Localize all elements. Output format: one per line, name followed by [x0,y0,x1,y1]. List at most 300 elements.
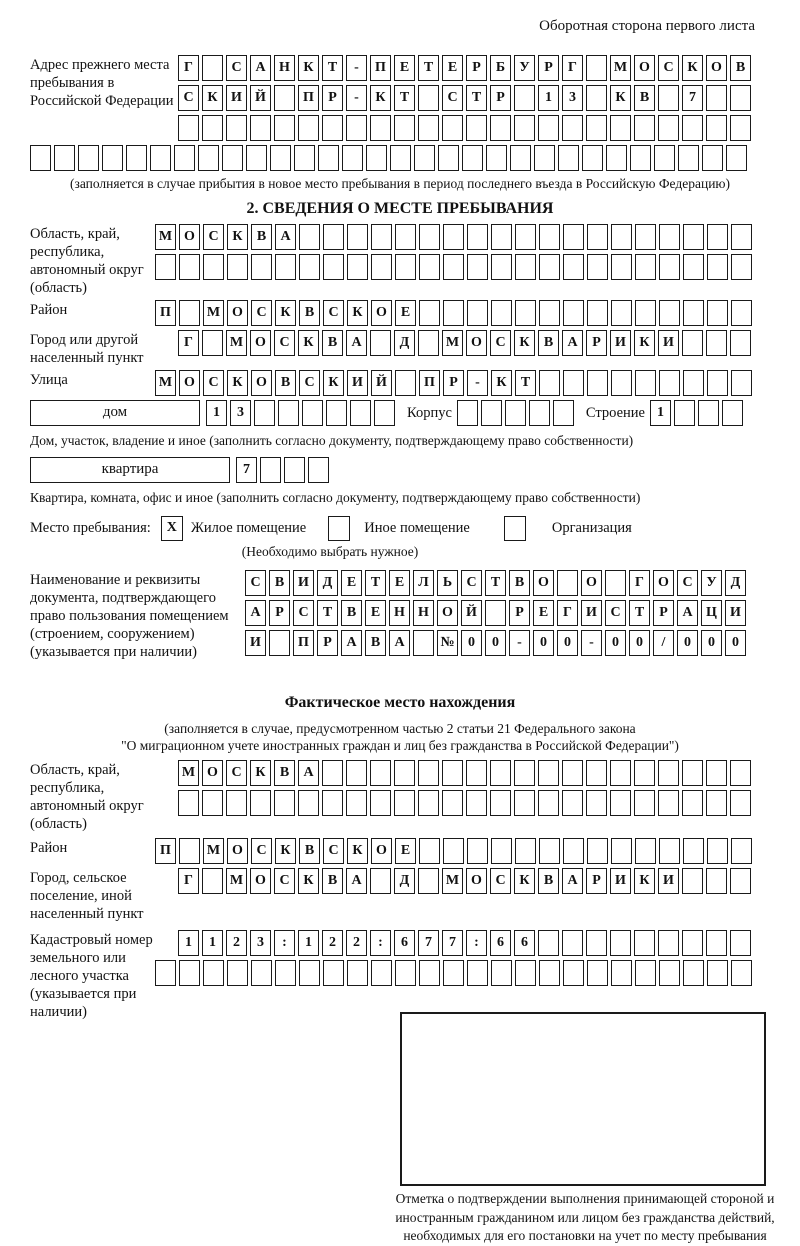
form-cell [731,224,752,250]
form-cell [394,115,415,141]
form-cell [659,838,680,864]
form-cell [491,300,512,326]
actual-district-row [155,838,770,864]
form-cell [659,300,680,326]
region-label: Область, край, республика, автономный округ (область) [30,226,144,296]
form-cell [179,254,200,280]
form-cell [490,115,511,141]
form-cell [706,85,727,111]
form-cell: О [653,570,674,596]
form-cell: 0 [725,630,746,656]
form-cell [370,868,391,894]
form-cell [418,85,439,111]
form-cell: 7 [682,85,703,111]
form-cell [371,254,392,280]
form-cell [226,790,247,816]
form-cell [179,300,200,326]
form-cell: С [461,570,482,596]
form-cell: 1 [538,85,559,111]
form-cell: О [251,370,272,396]
form-cell: Р [466,55,487,81]
form-cell: К [275,838,296,864]
house-number-row [206,400,398,426]
form-cell [260,457,281,483]
document-group [30,570,770,682]
actual-district-label: Район [30,840,68,856]
form-cell: К [298,55,319,81]
form-cell [466,790,487,816]
form-cell: С [605,600,626,626]
form-cell [539,960,560,986]
form-cell: П [370,55,391,81]
other-premises-label: Иное помещение [364,520,470,536]
form-cell [683,300,704,326]
form-cell [514,760,535,786]
form-cell [683,370,704,396]
form-cell [659,960,680,986]
form-cell: Й [371,370,392,396]
form-cell: А [298,760,319,786]
form-cell [438,145,459,171]
form-cell [611,370,632,396]
form-cell: С [323,838,344,864]
form-cell [706,115,727,141]
form-cell [419,838,440,864]
form-cell: Т [485,570,506,596]
form-cell: Д [394,330,415,356]
form-cell [322,115,343,141]
form-cell: С [178,85,199,111]
form-cell [443,838,464,864]
form-cell [323,224,344,250]
form-cell [731,254,752,280]
form-cell [730,330,751,356]
form-cell: П [155,838,176,864]
form-cell: 3 [230,400,251,426]
form-cell [485,600,506,626]
form-cell [179,838,200,864]
form-cell [284,457,305,483]
form-cell [462,145,483,171]
form-cell [274,790,295,816]
form-cell: В [269,570,290,596]
form-cell: М [226,330,247,356]
form-cell [467,960,488,986]
form-cell: О [250,868,271,894]
form-cell: Л [413,570,434,596]
form-cell: И [293,570,314,596]
form-cell [682,930,703,956]
form-cell [374,400,395,426]
form-cell [515,300,536,326]
form-cell [635,838,656,864]
form-cell [457,400,478,426]
house-note: Дом, участок, владение и иное (заполнить согласно документу, подтверждающему право собственности) [30,433,634,448]
form-cell [658,930,679,956]
district-label: Район [30,302,68,318]
form-cell: О [227,838,248,864]
form-cell: Р [269,600,290,626]
form-cell [490,790,511,816]
form-cell: В [274,760,295,786]
form-cell: А [245,600,266,626]
cadastral-row-1 [178,930,770,956]
page-side-header: Оборотная сторона первого листа [539,18,755,34]
form-cell: П [155,300,176,326]
document-row-3 [245,630,770,656]
form-cell [610,930,631,956]
form-cell [707,960,728,986]
form-cell [491,224,512,250]
street-label: Улица [30,372,68,388]
form-cell [553,400,574,426]
form-cell [534,145,555,171]
stroenie-row [650,400,746,426]
form-cell [126,145,147,171]
form-cell [635,370,656,396]
form-cell [490,760,511,786]
form-cell [370,330,391,356]
form-cell: К [514,330,535,356]
stay-type-note: (Необходимо выбрать нужное) [241,544,419,559]
form-cell [731,300,752,326]
form-cell [394,790,415,816]
form-cell [707,370,728,396]
form-cell [318,145,339,171]
form-cell: Т [365,570,386,596]
form-cell [323,960,344,986]
form-cell [635,300,656,326]
form-cell: Р [538,55,559,81]
form-cell [630,145,651,171]
form-cell [174,145,195,171]
form-cell [202,330,223,356]
form-cell: М [442,330,463,356]
form-cell: М [226,868,247,894]
form-cell [275,254,296,280]
form-cell: А [250,55,271,81]
form-cell: О [250,330,271,356]
form-cell [707,224,728,250]
form-cell [658,85,679,111]
form-cell [538,760,559,786]
form-cell: О [466,330,487,356]
form-cell [226,115,247,141]
form-cell [202,55,223,81]
form-cell [635,960,656,986]
form-cell: : [370,930,391,956]
district-group [30,300,770,326]
form-cell [198,145,219,171]
form-cell [250,790,271,816]
apartment-group [30,457,770,487]
form-cell [562,790,583,816]
form-cell [308,457,329,483]
cadastral-group [30,930,770,1020]
form-cell [395,224,416,250]
form-cell: И [658,330,679,356]
form-cell: А [275,224,296,250]
form-cell [370,790,391,816]
form-cell: С [274,330,295,356]
form-cell [634,115,655,141]
form-cell: К [227,224,248,250]
form-cell [730,115,751,141]
form-cell: - [467,370,488,396]
form-cell [730,85,751,111]
actual-region-row-1 [178,760,770,786]
form-cell: Р [653,600,674,626]
form-cell [514,115,535,141]
form-cell: К [682,55,703,81]
form-cell: О [371,300,392,326]
form-cell: Т [629,600,650,626]
form-cell [634,930,655,956]
form-cell: 7 [236,457,257,483]
form-cell: П [298,85,319,111]
form-cell: : [274,930,295,956]
form-cell: Е [389,570,410,596]
form-cell [269,630,290,656]
form-cell: К [298,330,319,356]
form-cell [395,960,416,986]
form-cell [730,790,751,816]
form-cell: В [509,570,530,596]
form-cell: Б [490,55,511,81]
form-cell: Д [394,868,415,894]
form-cell [586,55,607,81]
form-cell [418,330,439,356]
form-cell: С [226,760,247,786]
form-cell: О [179,370,200,396]
actual-city-label: Город, сельское поселение, иной населенный пункт [30,870,144,922]
form-cell: К [347,838,368,864]
form-cell [563,838,584,864]
form-cell: Г [557,600,578,626]
confirmation-stamp-box [400,1012,766,1186]
form-cell: 0 [461,630,482,656]
form-cell: 2 [346,930,367,956]
region-row-2 [155,254,770,280]
organization-label: Организация [551,520,632,536]
form-cell [419,300,440,326]
city-row [178,330,770,356]
form-cell [30,145,51,171]
form-cell [298,115,319,141]
form-cell [587,300,608,326]
form-cell [610,760,631,786]
form-cell: 0 [629,630,650,656]
document-label: Наименование и реквизиты документа, подтверждающего право пользования помещением (строением, сооружением) (указывается при наличии) [30,572,229,660]
residential-checkbox: X [161,516,183,541]
form-cell [683,224,704,250]
form-cell [491,838,512,864]
form-cell [491,960,512,986]
form-cell [515,960,536,986]
form-cell [610,115,631,141]
form-cell: 7 [418,930,439,956]
form-cell: 6 [490,930,511,956]
form-cell [347,254,368,280]
form-cell [302,400,323,426]
form-cell: Е [395,300,416,326]
form-cell: В [365,630,386,656]
other-premises-checkbox [328,516,350,541]
form-cell: К [323,370,344,396]
form-cell [557,570,578,596]
form-cell [611,300,632,326]
form-cell [538,790,559,816]
street-row [155,370,770,396]
prev-address-row-1 [178,55,770,81]
form-cell: Г [178,55,199,81]
form-cell [707,254,728,280]
form-cell [346,790,367,816]
form-cell [342,145,363,171]
form-cell: Е [394,55,415,81]
form-cell: В [538,868,559,894]
form-cell [726,145,747,171]
form-cell: 0 [605,630,626,656]
form-cell: Р [317,630,338,656]
form-cell: 1 [178,930,199,956]
form-cell: К [298,868,319,894]
form-cell [606,145,627,171]
form-cell [299,960,320,986]
form-cell [491,254,512,280]
form-cell: 0 [701,630,722,656]
form-cell: В [299,300,320,326]
district-row [155,300,770,326]
stay-type-group [30,516,770,541]
form-cell [682,115,703,141]
actual-location-note-2: "О миграционном учете иностранных граждан и лиц без гражданства в Российской Федерации") [121,738,679,753]
form-cell: К [634,330,655,356]
form-cell [467,254,488,280]
form-cell: Р [322,85,343,111]
form-cell [466,115,487,141]
form-cell [654,145,675,171]
actual-city-group [30,868,770,922]
form-cell: 0 [533,630,554,656]
form-cell: Е [395,838,416,864]
form-cell: Е [365,600,386,626]
form-cell [481,400,502,426]
form-cell [486,145,507,171]
form-cell [442,790,463,816]
form-cell [505,400,526,426]
form-cell [274,115,295,141]
form-cell [514,790,535,816]
form-cell [414,145,435,171]
form-cell [203,254,224,280]
form-cell [586,115,607,141]
form-cell: С [251,300,272,326]
form-cell [299,224,320,250]
cadastral-label: Кадастровый номер земельного или лесного участка (указывается при наличии) [30,932,153,1020]
form-cell [706,760,727,786]
form-cell: О [706,55,727,81]
form-cell [587,254,608,280]
prev-address-row-3 [178,115,770,141]
form-cell: Й [461,600,482,626]
form-cell: / [653,630,674,656]
cadastral-row-2 [155,960,770,986]
form-cell: И [610,330,631,356]
form-cell: С [299,370,320,396]
form-cell [558,145,579,171]
form-cell: С [203,370,224,396]
form-cell: П [419,370,440,396]
form-cell [202,790,223,816]
form-cell: Г [178,330,199,356]
actual-region-label: Область, край, республика, автономный округ (область) [30,762,144,832]
form-cell: 3 [562,85,583,111]
form-cell: Т [515,370,536,396]
form-cell: О [634,55,655,81]
form-cell: А [677,600,698,626]
form-cell [179,960,200,986]
form-cell: В [251,224,272,250]
form-cell [658,760,679,786]
form-cell [178,790,199,816]
form-cell: Р [443,370,464,396]
form-cell: М [442,868,463,894]
form-cell: К [250,760,271,786]
form-cell: С [490,868,511,894]
form-cell [443,960,464,986]
form-cell: К [202,85,223,111]
form-cell [605,570,626,596]
actual-region-row-2 [178,790,770,816]
form-cell [539,838,560,864]
form-cell [731,960,752,986]
form-cell [150,145,171,171]
form-cell [246,145,267,171]
form-cell [582,145,603,171]
actual-city-row [178,868,770,894]
form-cell [730,760,751,786]
form-cell: В [322,868,343,894]
form-cell: И [658,868,679,894]
form-cell [443,254,464,280]
form-cell [323,254,344,280]
form-cell: М [610,55,631,81]
form-cell: А [346,330,367,356]
street-group [30,370,770,396]
form-cell: У [514,55,535,81]
form-cell: Е [341,570,362,596]
form-cell: В [341,600,362,626]
city-label: Город или другой населенный пункт [30,332,144,366]
form-cell [203,960,224,986]
form-cell [299,254,320,280]
form-cell [635,254,656,280]
form-cell: - [509,630,530,656]
form-cell: О [179,224,200,250]
form-cell [539,370,560,396]
form-cell [635,224,656,250]
form-cell: С [677,570,698,596]
form-cell [702,145,723,171]
form-cell: К [370,85,391,111]
prev-address-row-2 [178,85,770,111]
form-cell [326,400,347,426]
form-cell [562,760,583,786]
form-cell [371,960,392,986]
form-cell [682,330,703,356]
form-cell: В [634,85,655,111]
